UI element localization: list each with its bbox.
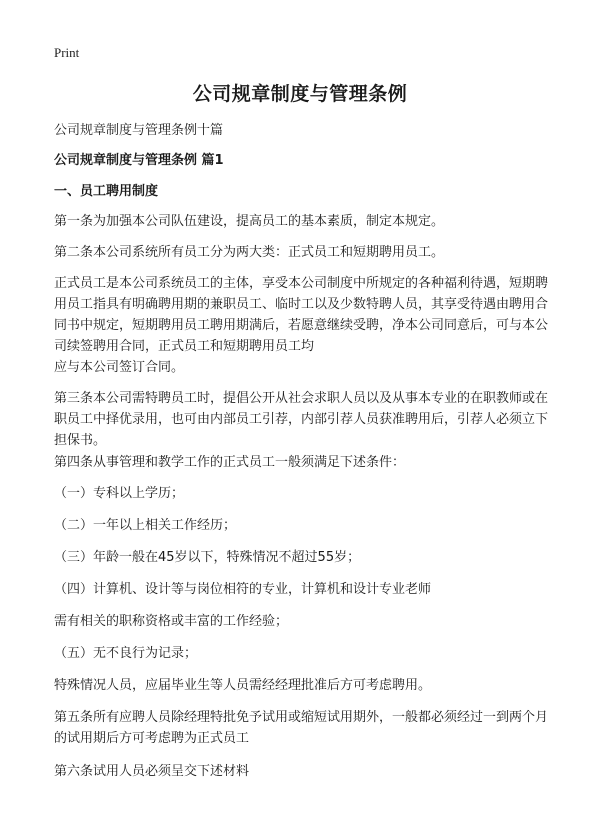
print-link[interactable]: Print [54,45,80,60]
chapter-heading: 一、员工聘用制度 [54,184,159,199]
paragraph: 正式员工是本公司系统员工的主体，享受本公司制度中所规定的各种福利待遇，短期聘用员工指具有明确聘用期的兼职员工、临时工以及少数特聘人员，其享受待遇由聘用合同书中规定，短期聘用员工聘用期满后，若愿意继续受聘，净本公司同意后，可与本公司续签聘用合同，正式员工和短期聘用员工均 [54,276,549,354]
paragraph: 第一条为加强本公司队伍建设，提高员工的基本素质，制定本规定。 [54,214,445,229]
list-item: （三）年龄一般在45岁以下，特殊情况不超过55岁； [54,550,361,565]
paragraph: 第三条本公司需特聘员工时，提倡公开从社会求职人员以及从事本专业的在职教师或在职员工中择优录用，也可由内部员工引荐，内部引荐人员获准聘用后，引荐人必须立下担保书。 [54,391,549,448]
paragraph: 特殊情况人员，应届毕业生等人员需经经理批准后方可考虑聘用。 [54,678,432,693]
page-title: 公司规章制度与管理条例 [192,83,408,105]
list-item: （二）一年以上相关工作经历； [54,518,237,533]
list-item: （五）无不良行为记录； [54,646,198,661]
paragraph: 需有相关的职称资格或丰富的工作经验； [54,614,289,629]
subtitle: 公司规章制度与管理条例十篇 [54,123,224,138]
paragraph: 第五条所有应聘人员除经理特批免予试用或缩短试用期外，一般都必须经过一到两个月的试用期后方可考虑聘为正式员工 [54,710,549,746]
paragraph: 第六条试用人员必须呈交下述材料 [54,764,250,779]
list-item: （一）专科以上学历； [54,486,185,501]
list-item: （四）计算机、设计等与岗位相符的专业，计算机和设计专业老师 [54,582,432,597]
section-heading: 公司规章制度与管理条例 篇1 [54,153,224,168]
paragraph: 第二条本公司系统所有员工分为两大类：正式员工和短期聘用员工。 [54,245,445,260]
paragraph: 应与本公司签订合同。 [54,360,185,375]
paragraph: 第四条从事管理和教学工作的正式员工一般须满足下述条件： [54,455,406,470]
